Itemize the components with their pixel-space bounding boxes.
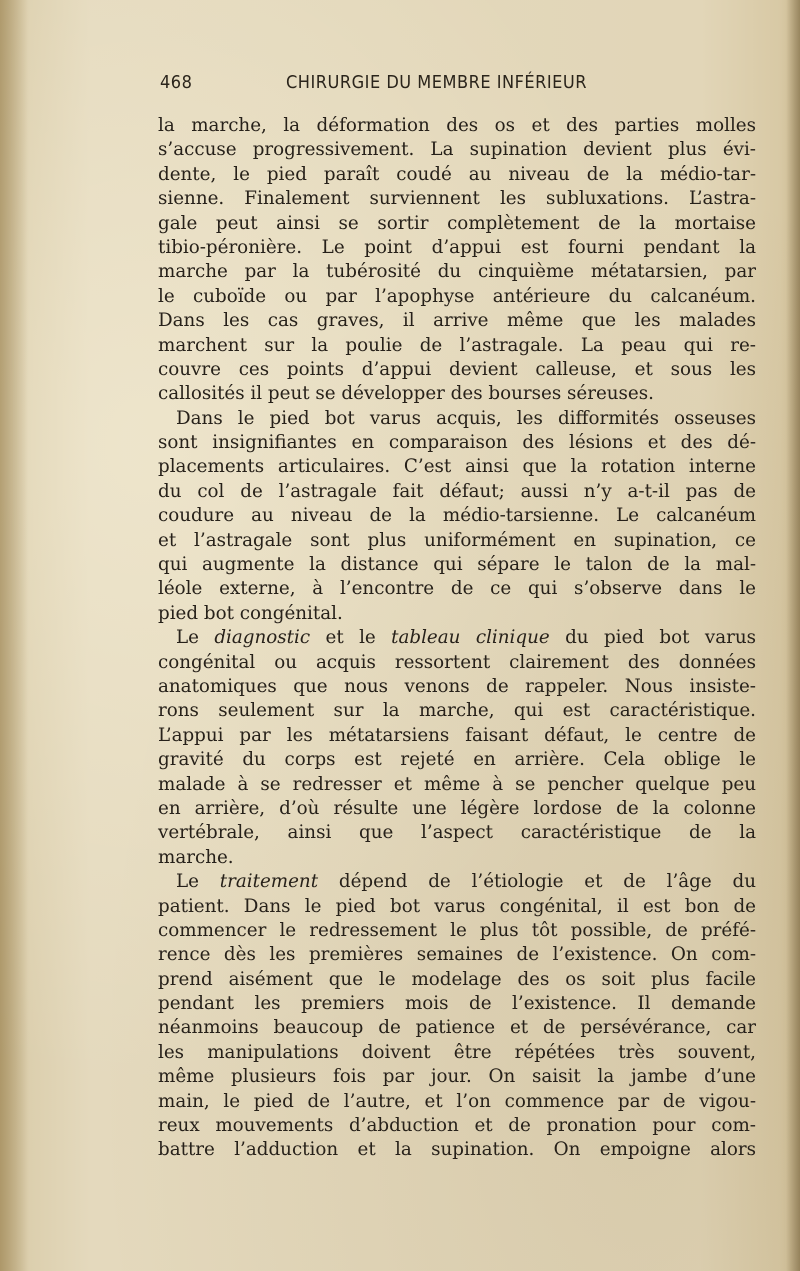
text-line: pendant les premiers mois de l’existence. Il demande [158, 993, 756, 1015]
text-line: marchent sur la poulie de l’astragale. La peau qui re- [158, 334, 756, 356]
text-line: placements articulaires. C’est ainsi que la rotation interne [158, 456, 756, 478]
body-text [158, 114, 756, 1163]
text-line: couvre ces points d’appui devient calleuse, et sous les [158, 358, 756, 380]
running-title: CHIRURGIE DU MEMBRE INFÉRIEUR [286, 72, 587, 93]
text-line: marche. [158, 846, 234, 868]
paragraph-first-line [158, 626, 756, 650]
text-line: malade à se redresser et même à se pencher quelque peu [158, 773, 756, 795]
text-line: le cuboïde ou par l’apophyse antérieure du calcanéum. [158, 285, 756, 307]
text-line: tibio-péronière. Le point d’appui est fourni pendant la [158, 236, 756, 258]
page-gutter-shadow [0, 0, 28, 1271]
paragraph-first-line: Dans le pied bot varus acquis, les difformités osseuses [176, 407, 756, 429]
text-line: s’accuse progressivement. La supination devient plus évi- [158, 139, 756, 161]
text-line: battre l’adduction et la supination. On empoigne alors [158, 1139, 756, 1161]
text-line: rence dès les premières semaines de l’existence. On com- [158, 944, 756, 966]
italic-term-traitement: traitement [219, 871, 319, 893]
text-line: rons seulement sur la marche, qui est caractéristique. [158, 700, 756, 722]
text-line: qui augmente la distance qui sépare le talon de la mal- [158, 554, 756, 576]
text-line: congénital ou acquis ressortent clairement des données [158, 651, 756, 673]
text-line: L’appui par les métatarsiens faisant défaut, le centre de [158, 724, 756, 746]
text-line: en arrière, d’où résulte une légère lordose de la colonne [158, 797, 756, 819]
text-line: du col de l’astragale fait défaut; aussi n’y a-t-il pas de [158, 480, 756, 502]
text-line: la marche, la déformation des os et des parties molles [158, 115, 756, 136]
text-line: et l’astragale sont plus uniformément en supination, ce [158, 529, 756, 551]
text-line: anatomiques que nous venons de rappeler. Nous insiste- [158, 675, 756, 697]
text-line: néanmoins beaucoup de patience et de persévérance, car [158, 1017, 756, 1039]
paragraph-first-line [158, 870, 756, 894]
text-line: vertébrale, ainsi que l’aspect caractéristique de la [158, 822, 756, 844]
text-run: et le [310, 627, 392, 649]
running-head [160, 72, 760, 100]
text-line: sont insignifiantes en comparaison des lésions et des dé- [158, 432, 756, 454]
text-line: commencer le redressement le plus tôt possible, de préfé- [158, 919, 756, 941]
italic-term-diagnostic: diagnostic [214, 627, 311, 649]
text-line: patient. Dans le pied bot varus congénital, il est bon de [158, 895, 756, 917]
text-run: Le [176, 627, 215, 649]
text-line: les manipulations doivent être répétées très souvent, [158, 1041, 756, 1063]
text-line: prend aisément que le modelage des os soit plus facile [158, 968, 756, 990]
text-line: reux mouvements d’abduction et de pronation pour com- [158, 1115, 756, 1137]
text-run: Le [176, 871, 220, 893]
text-line: main, le pied de l’autre, et l’on commence par de vigou- [158, 1090, 756, 1112]
page-edge-shadow [786, 0, 800, 1271]
text-line: même plusieurs fois par jour. On saisit la jambe d’une [158, 1066, 756, 1088]
text-run: dépend de l’étiologie et de l’âge du [318, 871, 756, 893]
text-line: marche par la tubérosité du cinquième métatarsien, par [158, 261, 756, 283]
text-line: gale peut ainsi se sortir complètement de la mortaise [158, 212, 756, 234]
page-number: 468 [160, 72, 193, 93]
text-line: dente, le pied paraît coudé au niveau de la médio-tar- [158, 163, 756, 185]
text-run: du pied bot varus [549, 627, 757, 649]
text-line: gravité du corps est rejeté en arrière. Cela oblige le [158, 749, 756, 771]
text-line: pied bot congénital. [158, 602, 343, 624]
text-line: sienne. Finalement surviennent les subluxations. L’astra- [158, 188, 756, 210]
text-line: léole externe, à l’encontre de ce qui s’observe dans le [158, 578, 756, 600]
italic-term-tableau-clinique: tableau clinique [391, 627, 550, 649]
text-line: Dans les cas graves, il arrive même que les malades [158, 310, 756, 332]
text-line: coudure au niveau de la médio-tarsienne. Le calcanéum [158, 505, 756, 527]
text-line: callosités il peut se développer des bourses séreuses. [158, 383, 654, 405]
